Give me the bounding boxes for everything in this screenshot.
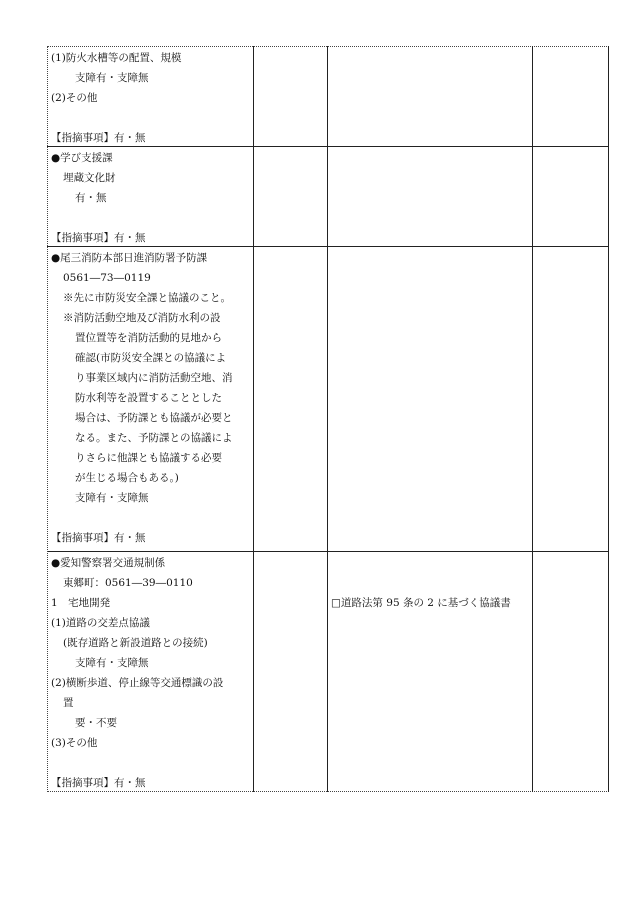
text-line: (1)防火水槽等の配置、規模 [51,52,182,64]
department-heading: ●学び支援課 [51,152,113,164]
text-line: 要・不要 [75,717,117,729]
column-divider [253,46,254,792]
findings-line: 【指摘事項】有・無 [51,232,146,244]
review-table [47,46,609,792]
row-divider [47,551,609,552]
table-top-border [47,46,609,47]
text-line: り事業区域内に消防活動空地、消 [75,372,233,384]
text-line: ※先に市防災安全課と協議のこと。 [63,292,231,304]
text-line: なる。また、予防課との協議によ [75,432,233,444]
blank-line [51,108,253,128]
text-line: 確認(市防災安全課との協議によ [75,352,227,364]
phone-number: 0561―73―0119 [63,272,151,284]
row-fire-prevention [51,248,253,548]
phone-number: 東郷町：0561―39―0110 [63,577,193,589]
text-line: 有・無 [75,192,107,204]
text-line: 支障有・支障無 [75,657,149,669]
text-line: (既存道路と新設道路との接続) [63,637,208,649]
road-act-checkbox-note: □道路法第 95 条の 2 に基づく協議書 [331,597,511,609]
text-line: 支障有・支障無 [75,72,149,84]
department-heading: ●尾三消防本部日進消防署予防課 [51,252,208,264]
row-learning-support [51,148,253,248]
text-line: 場合は、予防課とも協議が必要と [75,412,233,424]
row-traffic-police [51,553,253,793]
department-heading: ●愛知警察署交通規制係 [51,557,166,569]
text-line: (1)道路の交差点協議 [51,617,150,629]
blank-line [51,508,253,528]
column-divider [532,46,533,792]
text-line: (2)その他 [51,92,98,104]
findings-line: 【指摘事項】有・無 [51,532,146,544]
text-line: (3)その他 [51,737,98,749]
row-fire-tank [51,48,253,148]
text-line: 1 宅地開発 [51,597,111,609]
findings-line: 【指摘事項】有・無 [51,777,146,789]
text-line: 防水利等を設置することとした [75,392,222,404]
blank-line [51,753,253,773]
text-line: 支障有・支障無 [75,492,149,504]
text-line: (2)横断歩道、停止線等交通標識の設 [51,677,224,689]
column-divider [608,46,609,792]
text-line: ※消防活動空地及び消防水利の設 [63,312,221,324]
blank-line [51,208,253,228]
text-line: が生じる場合もある。) [75,472,179,484]
column-divider [327,46,328,792]
findings-line: 【指摘事項】有・無 [51,132,146,144]
column-divider [47,46,48,792]
text-line: 置位置等を消防活動的見地から [75,332,222,344]
text-line: りさらに他課とも協議する必要 [75,452,222,464]
text-line: 埋蔵文化財 [63,172,116,184]
text-line: 置 [63,697,74,709]
